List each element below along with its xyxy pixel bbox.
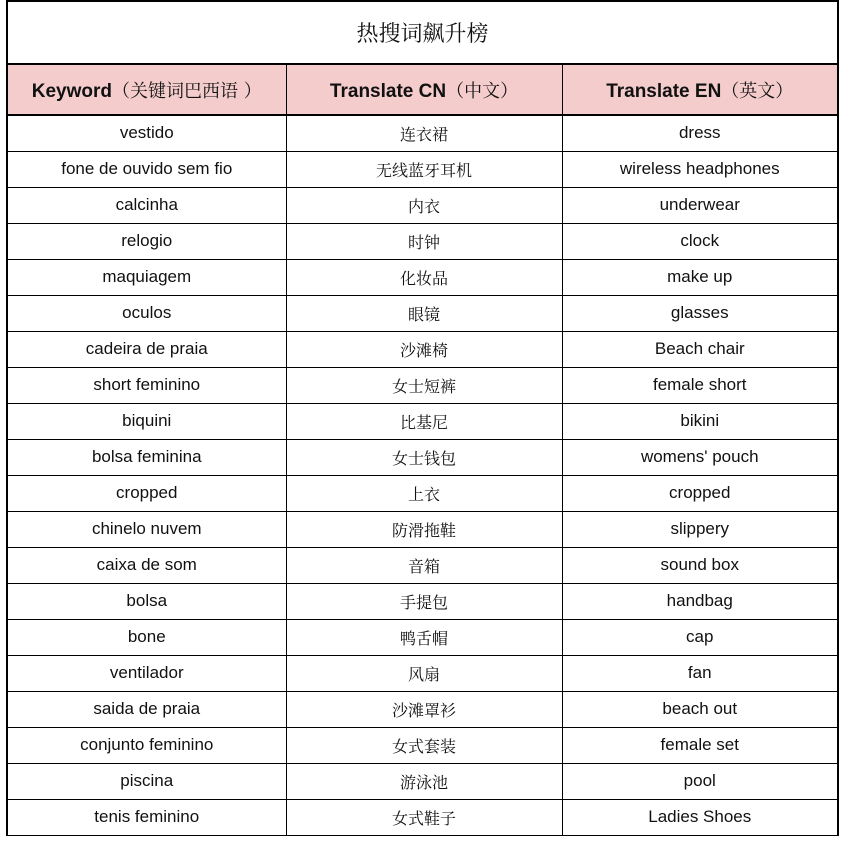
keyword-cell: biquini — [8, 403, 286, 439]
translate-en-cell: womens' pouch — [562, 439, 837, 475]
keyword-sheet — [6, 0, 839, 836]
table-row — [8, 691, 837, 727]
translate-en-cell: dress — [562, 115, 837, 151]
header-translate-en — [562, 65, 837, 115]
table-row — [8, 259, 837, 295]
table-row — [8, 331, 837, 367]
table-row — [8, 295, 837, 331]
translate-cn-cell: 女式鞋子 — [286, 799, 562, 835]
translate-cn-cell: 鸭舌帽 — [286, 619, 562, 655]
translate-en-cell: Ladies Shoes — [562, 799, 837, 835]
translate-en-cell: cap — [562, 619, 837, 655]
header-translate-cn — [286, 65, 562, 115]
table-row — [8, 727, 837, 763]
header-keyword-label: Keyword — [31, 80, 112, 102]
keyword-cell: oculos — [8, 295, 286, 331]
keyword-cell: cropped — [8, 475, 286, 511]
header-keyword — [8, 65, 286, 115]
translate-en-cell: make up — [562, 259, 837, 295]
header-en-sub: （英文） — [721, 80, 794, 102]
translate-cn-cell: 眼镜 — [286, 295, 562, 331]
table-row — [8, 511, 837, 547]
table-row — [8, 115, 837, 151]
table-row — [8, 403, 837, 439]
translate-en-cell: underwear — [562, 187, 837, 223]
table-row — [8, 763, 837, 799]
translate-en-cell: bikini — [562, 403, 837, 439]
table-row — [8, 547, 837, 583]
table-row — [8, 151, 837, 187]
translate-en-cell: slippery — [562, 511, 837, 547]
keyword-cell: fone de ouvido sem fio — [8, 151, 286, 187]
table-row — [8, 439, 837, 475]
translate-cn-cell: 比基尼 — [286, 403, 562, 439]
header-row — [8, 65, 837, 115]
translate-cn-cell: 内衣 — [286, 187, 562, 223]
translate-cn-cell: 女士钱包 — [286, 439, 562, 475]
header-keyword-sub: （关键词巴西语 ） — [112, 80, 262, 102]
keyword-cell: bone — [8, 619, 286, 655]
keyword-cell: vestido — [8, 115, 286, 151]
translate-cn-cell: 上衣 — [286, 475, 562, 511]
translate-en-cell: female set — [562, 727, 837, 763]
translate-en-cell: female short — [562, 367, 837, 403]
keyword-cell: bolsa feminina — [8, 439, 286, 475]
translate-cn-cell: 无线蓝牙耳机 — [286, 151, 562, 187]
translate-cn-cell: 游泳池 — [286, 763, 562, 799]
translate-en-cell: beach out — [562, 691, 837, 727]
keyword-cell: chinelo nuvem — [8, 511, 286, 547]
header-cn-sub: （中文） — [446, 80, 519, 102]
translate-cn-cell: 沙滩椅 — [286, 331, 562, 367]
translate-cn-cell: 女式套装 — [286, 727, 562, 763]
table-row — [8, 799, 837, 835]
header-cn-label: Translate CN — [329, 80, 447, 102]
keyword-table — [8, 65, 837, 836]
header-en-label: Translate EN — [606, 80, 722, 102]
keyword-cell: conjunto feminino — [8, 727, 286, 763]
translate-en-cell: handbag — [562, 583, 837, 619]
keyword-cell: piscina — [8, 763, 286, 799]
table-row — [8, 655, 837, 691]
translate-en-cell: fan — [562, 655, 837, 691]
translate-cn-cell: 时钟 — [286, 223, 562, 259]
keyword-cell: maquiagem — [8, 259, 286, 295]
sheet-title: 热搜词飙升榜 — [8, 2, 837, 65]
keyword-cell: saida de praia — [8, 691, 286, 727]
translate-cn-cell: 化妆品 — [286, 259, 562, 295]
translate-cn-cell: 音箱 — [286, 547, 562, 583]
translate-en-cell: clock — [562, 223, 837, 259]
table-row — [8, 619, 837, 655]
translate-en-cell: glasses — [562, 295, 837, 331]
translate-en-cell: sound box — [562, 547, 837, 583]
translate-en-cell: pool — [562, 763, 837, 799]
translate-cn-cell: 连衣裙 — [286, 115, 562, 151]
keyword-cell: ventilador — [8, 655, 286, 691]
keyword-cell: tenis feminino — [8, 799, 286, 835]
table-row — [8, 475, 837, 511]
translate-cn-cell: 女士短裤 — [286, 367, 562, 403]
translate-cn-cell: 手提包 — [286, 583, 562, 619]
translate-en-cell: Beach chair — [562, 331, 837, 367]
keyword-cell: bolsa — [8, 583, 286, 619]
keyword-cell: cadeira de praia — [8, 331, 286, 367]
translate-en-cell: wireless headphones — [562, 151, 837, 187]
keyword-cell: calcinha — [8, 187, 286, 223]
keyword-cell: caixa de som — [8, 547, 286, 583]
translate-en-cell: cropped — [562, 475, 837, 511]
translate-cn-cell: 沙滩罩衫 — [286, 691, 562, 727]
translate-cn-cell: 防滑拖鞋 — [286, 511, 562, 547]
keyword-cell: relogio — [8, 223, 286, 259]
keyword-cell: short feminino — [8, 367, 286, 403]
translate-cn-cell: 风扇 — [286, 655, 562, 691]
table-row — [8, 223, 837, 259]
table-row — [8, 367, 837, 403]
table-row — [8, 583, 837, 619]
table-row — [8, 187, 837, 223]
